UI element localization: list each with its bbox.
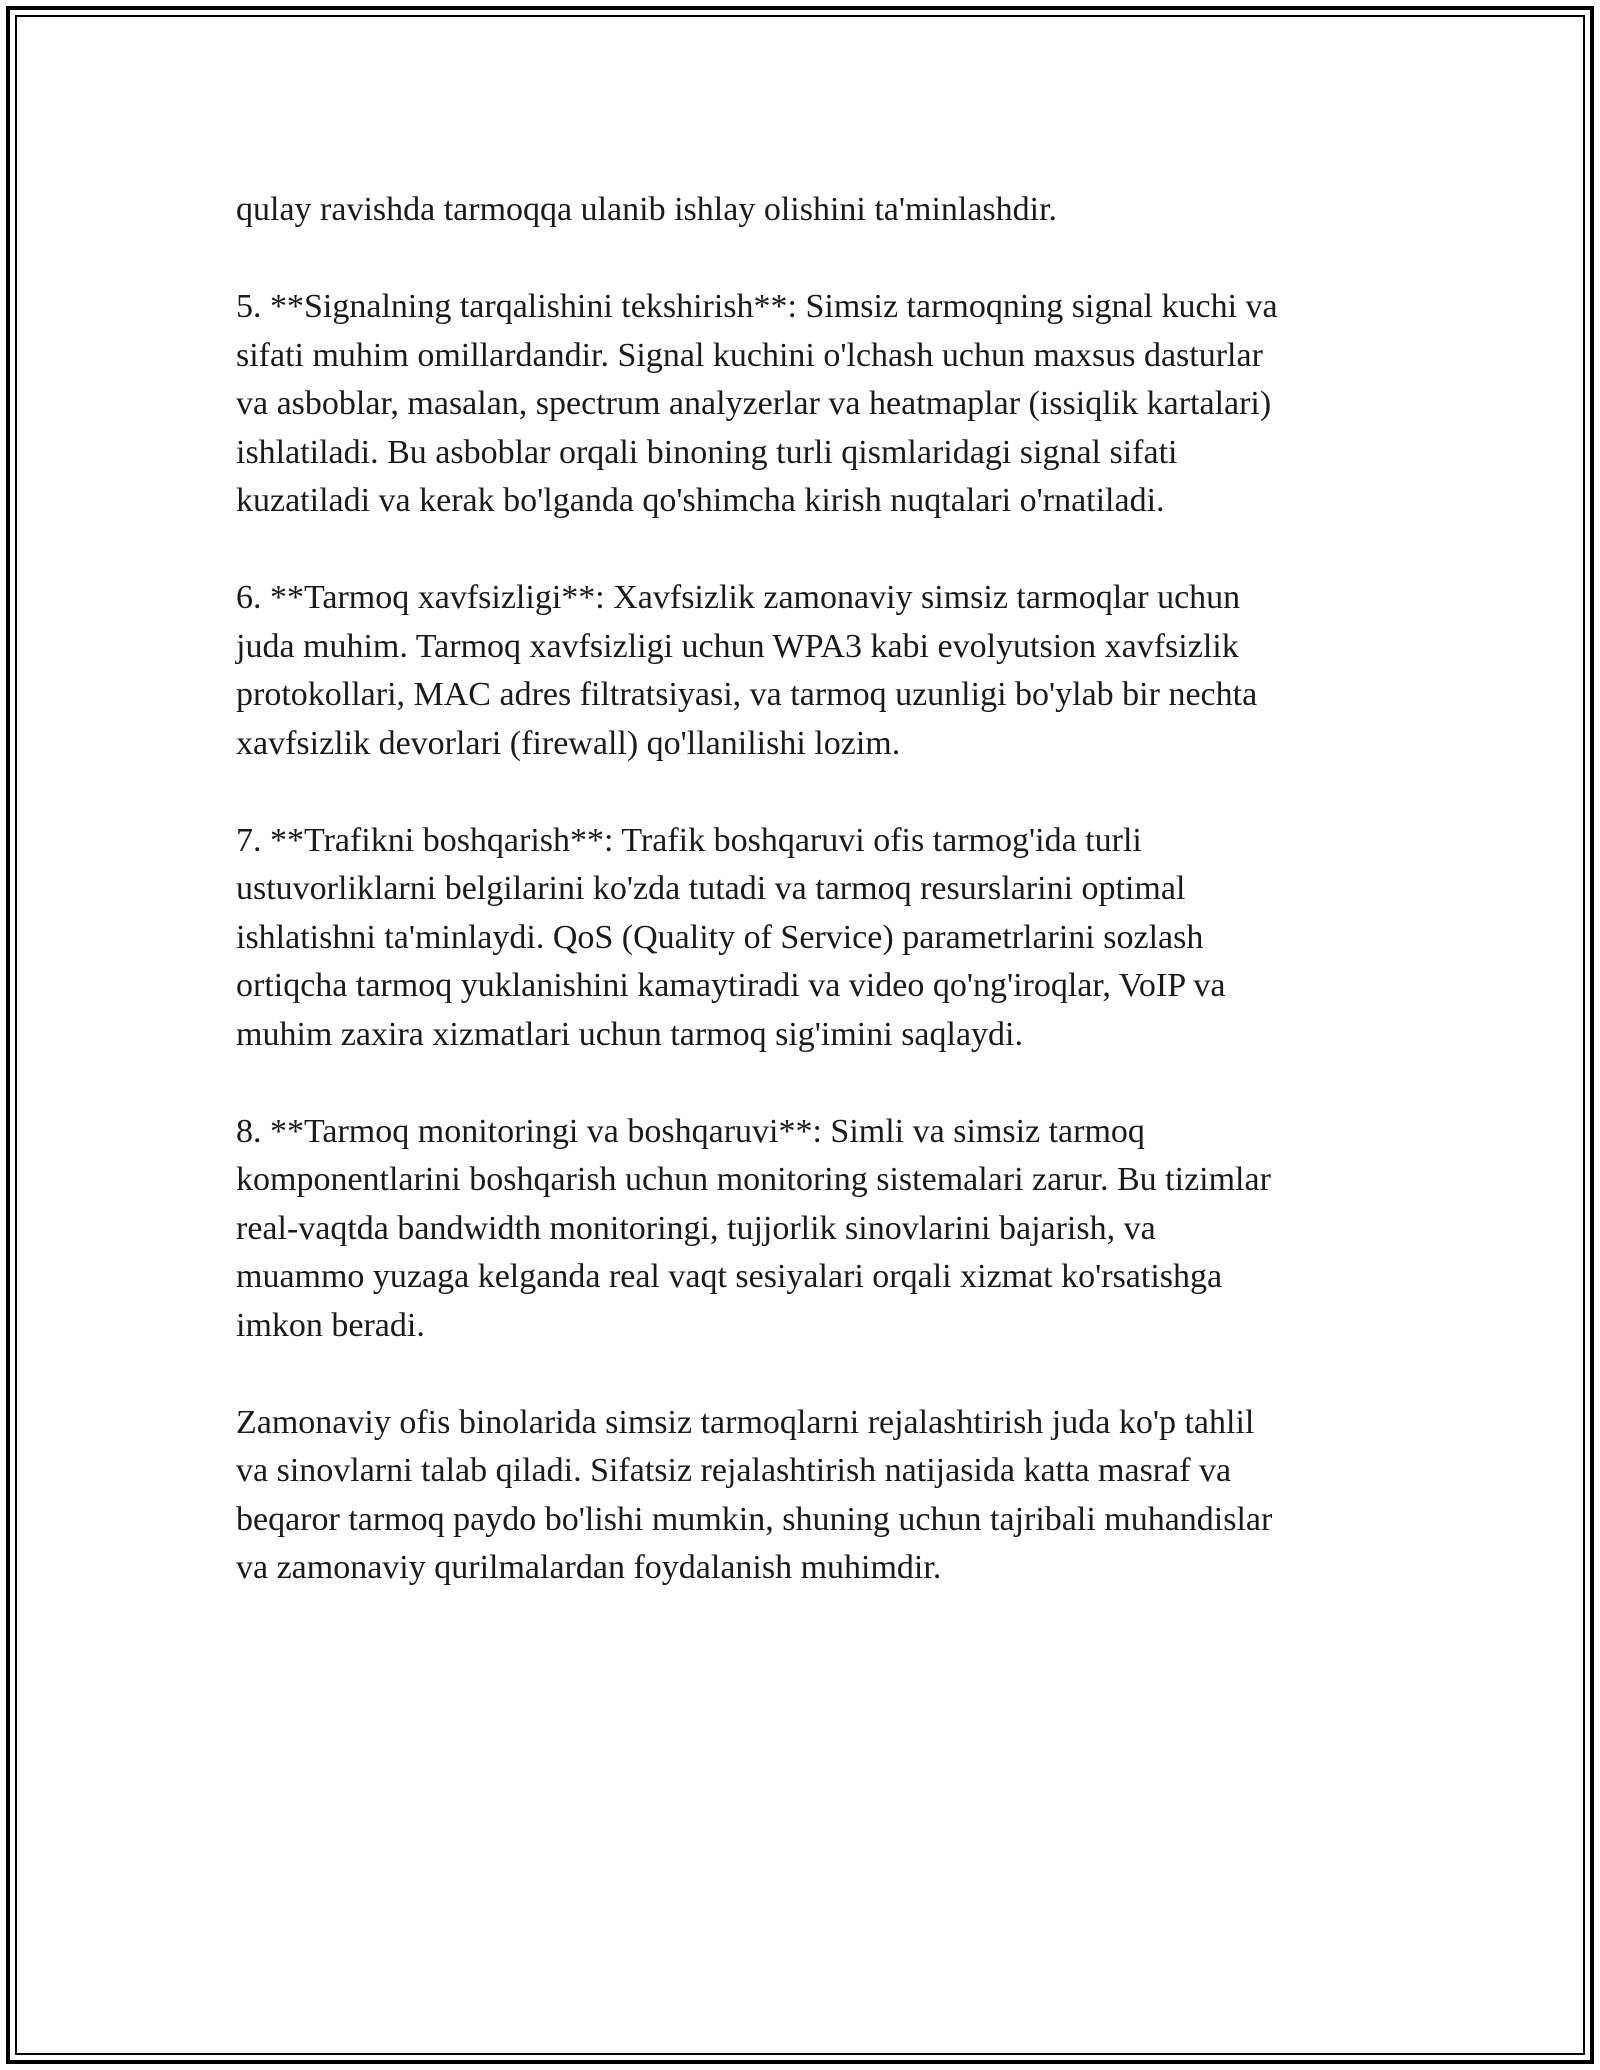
document-body [236,186,1366,1641]
paragraph-item-7-traffic: 7. **Trafikni boshqarish**: Trafik boshqaruvi ofis tarmog'ida turli ustuvorliklarni belgilarini ko'zda tutadi va tarmoq resurslarini optimal ishlatishni ta'minlaydi. QoS (Quality of Service) parametrlarini sozlash ortiqcha tarmoq yuklanishini kamaytiradi va video qo'ng'iroqlar, VoIP va muhim zaxira xizmatlari uchun tarmoq sig'imini saqlaydi. [236,821,1226,1053]
paragraph-continuation: qulay ravishda tarmoqqa ulanib ishlay olishini ta'minlashdir. [236,191,1058,228]
paragraph-item-5-signal: 5. **Signalning tarqalishini tekshirish**: Simsiz tarmoqning signal kuchi va sifati muhim omillardandir. Signal kuchini o'lchash uchun maxsus dasturlar va asboblar, masalan, spectrum analyzerlar va heatmaplar (issiqlik kartalari) ishlatiladi. Bu asboblar orqali binoning turli qismlaridagi signal sifati kuzatiladi va kerak bo'lganda qo'shimcha kirish nuqtalari o'rnatiladi. [236,288,1278,519]
paragraph-item-8-monitoring: 8. **Tarmoq monitoringi va boshqaruvi**: Simli va simsiz tarmoq komponentlarini boshqarish uchun monitoring sistemalari zarur. Bu tizimlar real-vaqtda bandwidth monitoringi, tujjorlik sinovlarini bajarish, va muammo yuzaga kelganda real vaqt sesiyalari orqali xizmat ko'rsatishga imkon beradi. [236,1112,1271,1344]
paragraph-item-6-security: 6. **Tarmoq xavfsizligi**: Xavfsizlik zamonaviy simsiz tarmoqlar uchun juda muhim. Tarmoq xavfsizligi uchun WPA3 kabi evolyutsion xavfsizlik protokollari, MAC adres filtratsiyasi, va tarmoq uzunligi bo'ylab bir nechta xavfsizlik devorlari (firewall) qo'llanilishi lozim. [236,579,1258,762]
paragraph-conclusion: Zamonaviy ofis binolarida simsiz tarmoqlarni rejalashtirish juda ko'p tahlil va sinovlarni talab qiladi. Sifatsiz rejalashtirish natijasida katta masraf va beqaror tarmoq paydo bo'lishi mumkin, shuning uchun tajribali muhandislar va zamonaviy qurilmalardan foydalanish muhimdir. [236,1403,1273,1586]
